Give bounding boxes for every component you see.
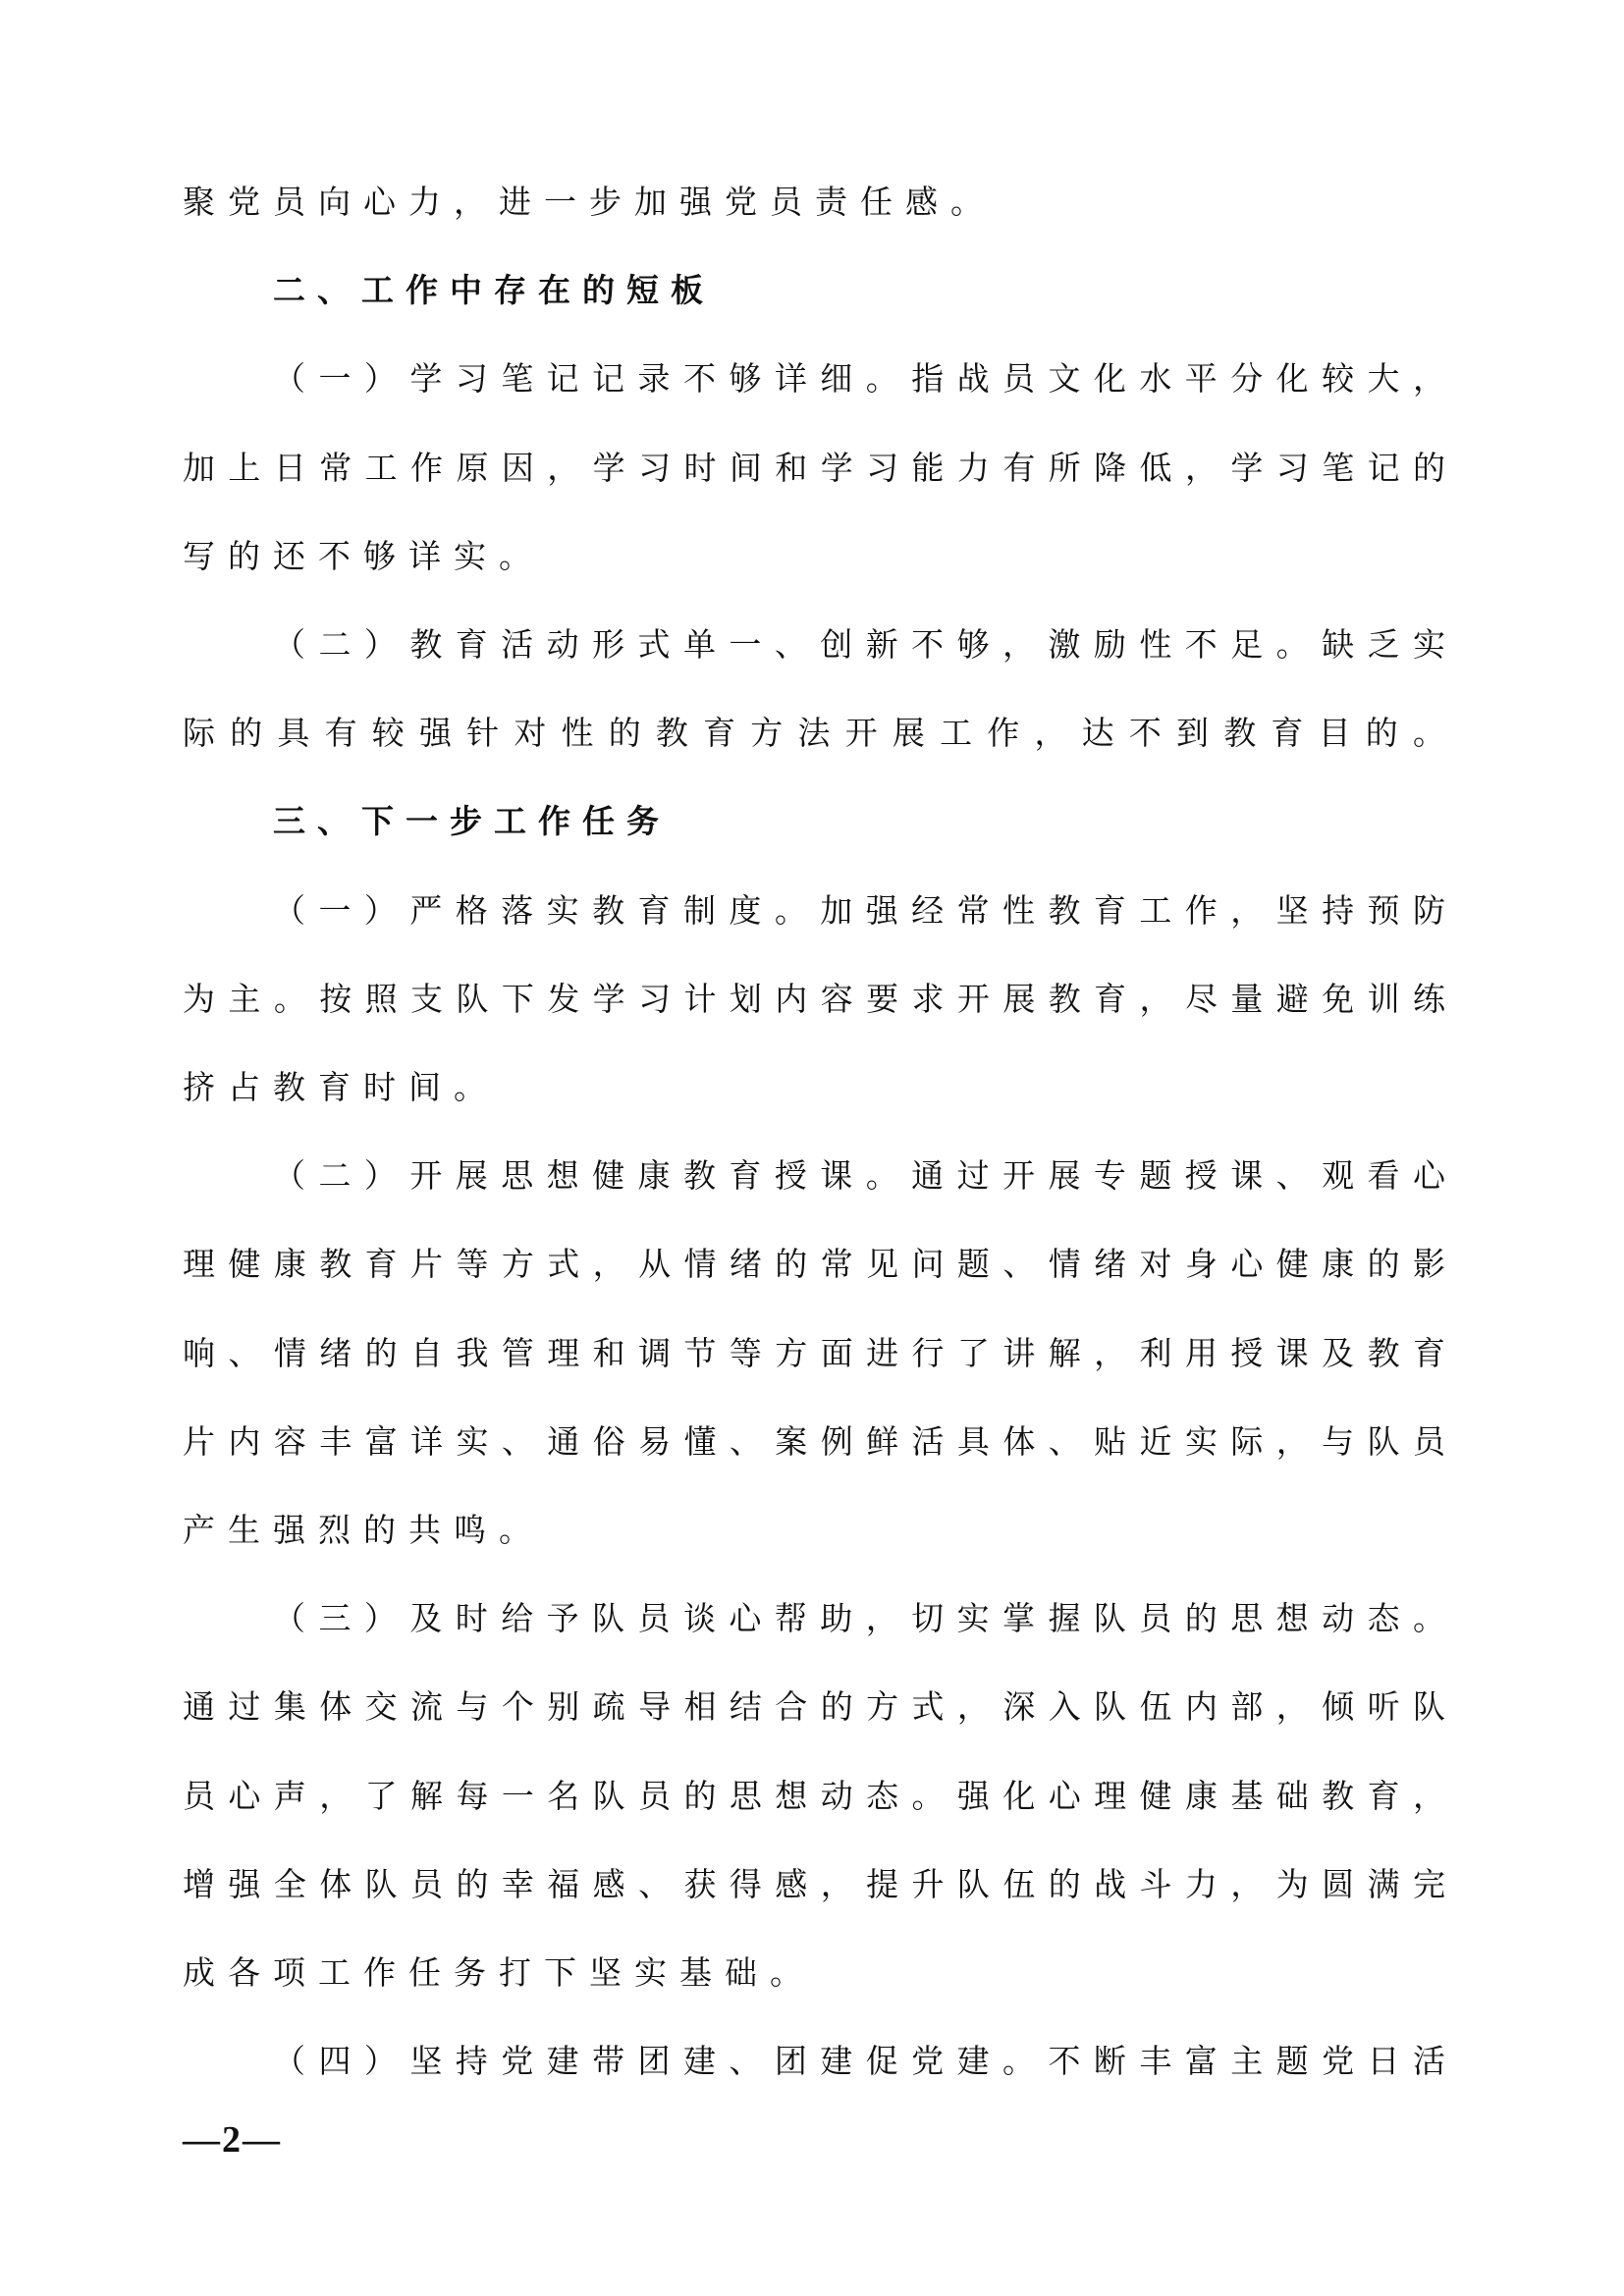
text-line: 聚党员向心力，进一步加强党员责任感。: [183, 183, 996, 221]
text-line: 响、情绪的自我管理和调节等方面进行了讲解，利用授课及教育: [183, 1333, 1445, 1372]
text-line: 挤占教育时间。: [183, 1068, 499, 1106]
text-line: 写的还不够详实。: [183, 536, 544, 575]
text-line: （二）教育活动形式单一、创新不够，激励性不足。缺乏实: [273, 625, 1445, 664]
section-heading: 三、下一步工作任务: [273, 802, 671, 841]
text-line: 加上日常工作原因，学习时间和学习能力有所降低，学习笔记的: [183, 448, 1445, 487]
text-line: （一）学习笔记记录不够详细。指战员文化水平分化较大，: [273, 359, 1445, 399]
text-line: 通过集体交流与个别疏导相结合的方式，深入队伍内部，倾听队: [183, 1687, 1445, 1727]
text-line: 产生强烈的共鸣。: [183, 1511, 544, 1549]
text-line: （四）坚持党建带团建、团建促党建。不断丰富主题党日活: [273, 2042, 1445, 2081]
text-line: 增强全体队员的幸福感、获得感，提升队伍的战斗力，为圆满完: [183, 1864, 1445, 1903]
text-line: 员心声，了解每一名队员的思想动态。强化心理健康基础教育，: [183, 1776, 1445, 1815]
text-line: 际的具有较强针对性的教育方法开展工作，达不到教育目的。: [183, 714, 1445, 753]
text-line: 为主。按照支队下发学习计划内容要求开展教育，尽量避免训练: [183, 979, 1445, 1018]
text-line: 片内容丰富详实、通俗易懂、案例鲜活具体、贴近实际，与队员: [183, 1421, 1445, 1461]
text-line: （二）开展思想健康教育授课。通过开展专题授课、观看心: [273, 1156, 1445, 1196]
page-number: —2—: [183, 2119, 282, 2161]
section-heading: 二、工作中存在的短板: [273, 271, 715, 310]
text-line: 成各项工作任务打下坚实基础。: [183, 1953, 815, 1992]
text-line: 理健康教育片等方式，从情绪的常见问题、情绪对身心健康的影: [183, 1245, 1445, 1284]
text-line: （三）及时给予队员谈心帮助，切实掌握队员的思想动态。: [273, 1599, 1445, 1638]
text-line: （一）严格落实教育制度。加强经常性教育工作，坚持预防: [273, 890, 1445, 930]
